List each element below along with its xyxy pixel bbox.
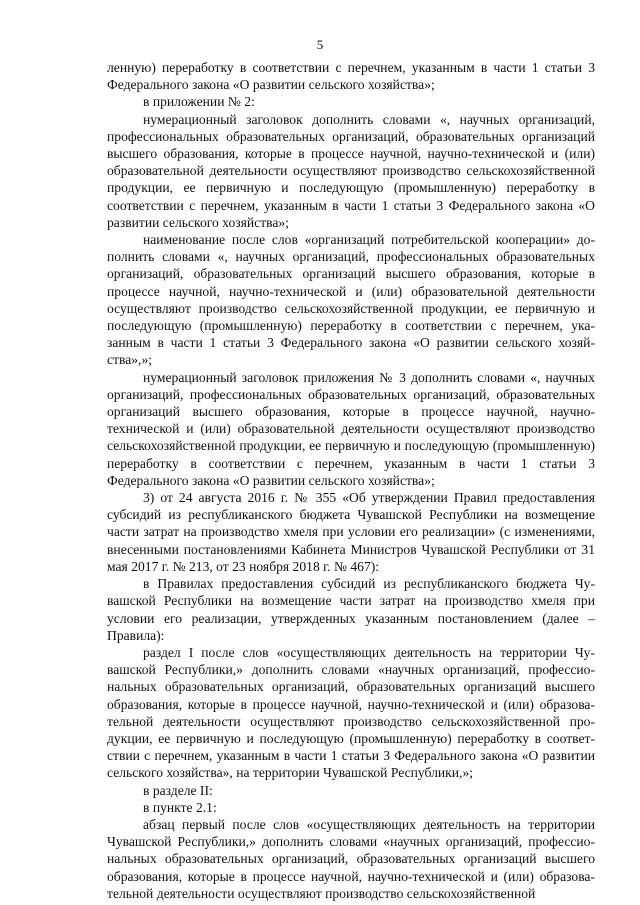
document-body: [107, 59, 595, 902]
paragraph-continuation: ленную) переработку в соответствии с перечнем, указанным в части 1 статьи 3 Федерального закона «О развитии сельского хозяйства»;: [107, 60, 595, 93]
paragraph-numbering-heading: нумерационный заголовок дополнить словами «, научных организаций, профессиональных образовательных организаций, образовательных организаций высшего образования, которые в процессе научной, научно-технической и (или) образовательной деятельности осуществляют производство сельскохозяйственной продукции, ее первичную и последующую (промышленную) переработку в соответствии с перечнем, указанным в части 1 статьи 3 Федерального закона «О развитии сельского хозяйства»;: [107, 111, 595, 230]
paragraph-name-amendment: наименование после слов «организаций потребительской кооперации» дополнить словами «, научных организаций, профессиональных образовательных организаций, образовательных организаций высшего образования, которые в процессе научной, научно-технической и (или) образовательной деятельности осуществляют производство сельскохозяйственной продукции, ее первичную и последующую (промышленную) переработку в соответствии с перечнем, указанным в части 1 статьи 3 Федерального закона «О развитии сельского хозяйства»,»;: [107, 232, 595, 368]
paragraph-point-2-1: в пункте 2.1:: [143, 799, 217, 815]
page-number: 5: [316, 37, 324, 52]
paragraph-section-2: в разделе II:: [143, 782, 213, 798]
paragraph-section-1: раздел I после слов «осуществляющих деятельность на территории Чувашской Республики,» дополнить словами «научных организаций, профессиональных образовательных организаций, образовательных организаций высшего образования, которые в процессе научной, научно-технической и (или) образовательной деятельности осуществляют производство сельскохозяйственной продукции, ее первичную и последующую (промышленную) переработку в соответствии с перечнем, указанным в части 1 статьи 3 Федерального закона «О развитии сельского хозяйства», на территории Чувашской Республики,»;: [107, 644, 595, 781]
paragraph-rules: в Правилах предоставления субсидий из республиканского бюджета Чувашской Республики на возмещение части затрат на производство хмеля при условии его реализации, утвержденных указанным постановлением (далее – Правила):: [107, 576, 595, 643]
paragraph-appendix-3-heading: нумерационный заголовок приложения № 3 дополнить словами «, научных организаций, профессиональных образовательных организаций, образовательных организаций высшего образования, которые в процессе научной, научно-технической и (или) образовательной деятельности осуществляют производство сельскохозяйственной продукции, ее первичную и последующую (промышленную) переработку в соответствии с перечнем, указанным в части 1 статьи 3 Федерального закона «О развитии сельского хозяйства»;: [107, 369, 595, 488]
paragraph-first-abzac: абзац первый после слов «осуществляющих деятельность на территории Чувашской Республики,» дополнить словами «научных организаций, профессиональных образовательных организаций, образовательных организаций высшего образования, которые в процессе научной, научно-технической и (или) образовательной деятельности осуществляют производство сельскохозяйственной: [107, 816, 595, 901]
paragraph-appendix-2-heading: в приложении № 2:: [143, 94, 255, 110]
paragraph-item-3: 3) от 24 августа 2016 г. № 355 «Об утверждении Правил предоставления субсидий из республиканского бюджета Чувашской Республики на возмещение части затрат на производство хмеля при условии его реализации» (с изменениями, внесенными постановлениями Кабинета Министров Чувашской Республики от 31 мая 2017 г. № 213, от 23 ноября 2018 г. № 467):: [107, 490, 595, 574]
